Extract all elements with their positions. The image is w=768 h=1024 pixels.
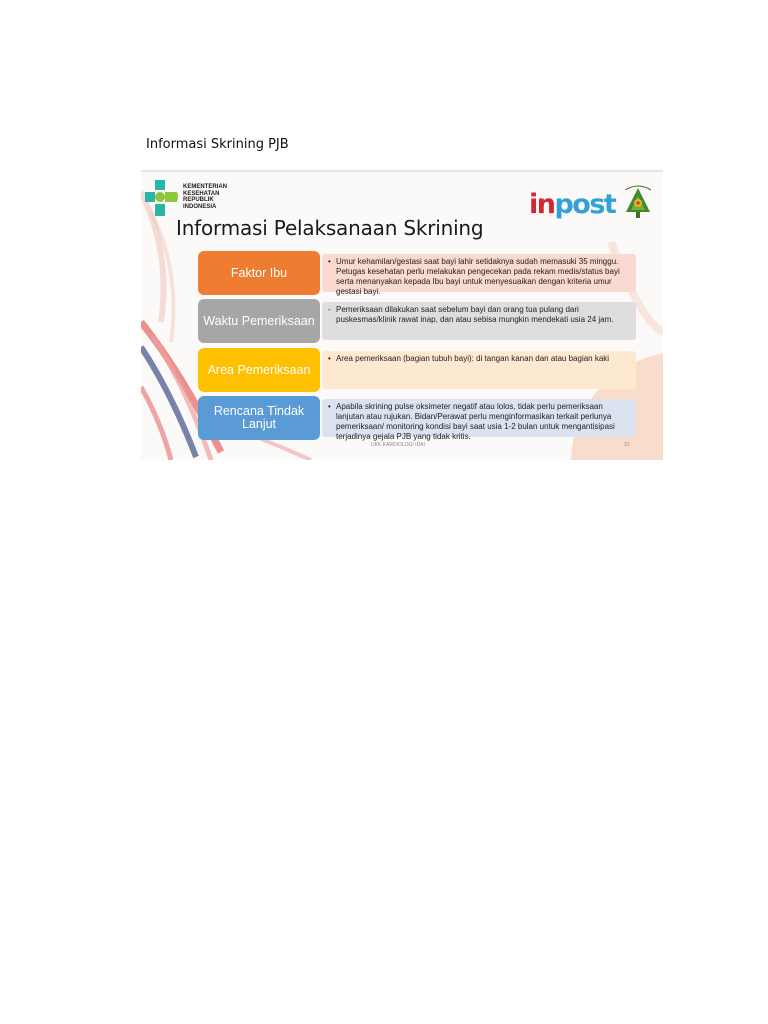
bullet: • xyxy=(328,402,331,411)
brand-part-2: post xyxy=(554,189,616,220)
ministry-line-2: KESEHATAN xyxy=(183,190,220,197)
row-label: Rencana Tindak Lanjut xyxy=(198,396,320,440)
row-label: Area Pemeriksaan xyxy=(198,348,320,392)
slide-footer-left: UKK KARDIOLOGI IDAI xyxy=(371,442,425,448)
row-description-text: Umur kehamilan/gestasi saat bayi lahir setidaknya sudah memasuki 35 minggu. Petugas kesehatan perlu melakukan pengecekan pada rekam medis/status bayi serta menanyakan kepada Ibu bayi untuk menyesuaikan dengan kriteria umur gestasi bayi. xyxy=(336,257,620,296)
kemenkes-logo-group xyxy=(143,178,227,218)
row-description xyxy=(322,302,636,340)
ministry-line-4: INDONESIA xyxy=(183,203,217,210)
inpost-logo xyxy=(529,190,615,220)
row-description-text: Apabila skrining pulse oksimeter negatif atau lolos, tidak perlu pemeriksaan lanjutan atau rujukan. Bidan/Perawat perlu menginformasikan terkait perlunya pemeriksaan/ monitoring kondisi bayi saat usia 1-2 bulan untuk mengantisipasi terjadinya gejala PJB yang tidak kritis. xyxy=(336,402,615,441)
row-description xyxy=(322,351,636,389)
document-title: Informasi Skrining PJB xyxy=(146,137,289,152)
society-seal-icon xyxy=(619,182,657,222)
bullet: - xyxy=(328,305,331,314)
row-description-text: Pemeriksaan dilakukan saat sebelum bayi dan orang tua pulang dari puskesmas/klinik rawat inap, dan atau sebisa mungkin mendekati usia 24 jam. xyxy=(336,305,614,324)
ministry-line-3: REPUBLIK xyxy=(183,197,214,203)
row-label: Waktu Pemeriksaan xyxy=(198,299,320,343)
slide-image xyxy=(141,170,663,460)
kemenkes-logo-icon xyxy=(143,178,179,218)
brand-part-1: in xyxy=(529,189,555,220)
ministry-line-1: KEMENTERIAN xyxy=(183,184,228,190)
row-description-text: Area pemeriksaan (bagian tubuh bayi): di tangan kanan dan atau bagian kaki xyxy=(336,354,610,363)
row-label: Faktor Ibu xyxy=(198,251,320,295)
row-description xyxy=(322,254,636,296)
row-description xyxy=(322,399,636,441)
slide-page-number: 31 xyxy=(624,442,630,448)
bullet: • xyxy=(328,257,331,266)
slide-title: Informasi Pelaksanaan Skrining xyxy=(176,216,484,240)
bullet: • xyxy=(328,354,331,363)
kemenkes-text xyxy=(183,184,227,210)
